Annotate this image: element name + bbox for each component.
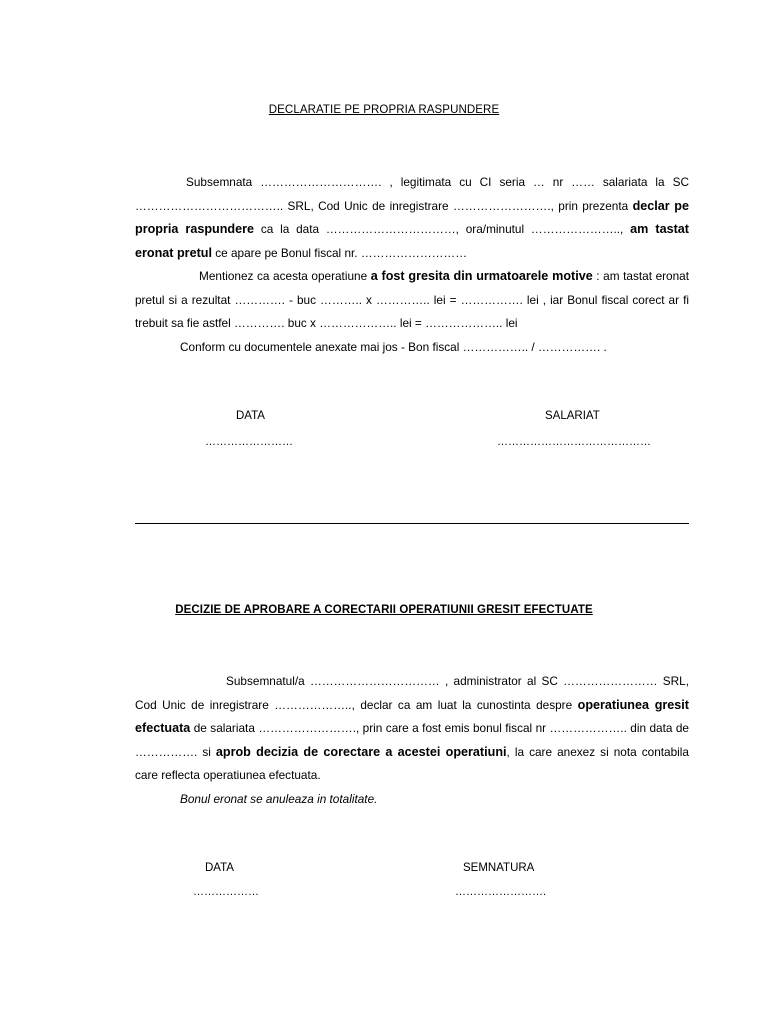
decision-paragraph-1: [135, 670, 689, 788]
text-segment: ce apare pe Bonul fiscal nr. ………………………: [211, 245, 468, 260]
bold-segment: declar pe propria raspundere: [135, 198, 689, 236]
bold-segment: operatiunea gresit efectuata: [135, 697, 689, 735]
decision-signature-label: SEMNATURA: [463, 862, 535, 874]
text-segment: de salariata ……………………., prin care a fost emis bonul fiscal nr ……………….. din data de ……………. si: [135, 721, 689, 759]
declaration-body: [135, 171, 689, 359]
declaration-date-label: DATA: [236, 410, 265, 422]
text-segment: Subsemnata …………………………. , legitimata cu CI seria … nr …… salariata la SC ……………………………….. SRL, Cod Unic de inregistrare ……………………., prin prezenta: [135, 175, 689, 213]
decision-note: Bonul eronat se anuleaza in totalitate.: [180, 791, 378, 806]
bold-segment: a fost gresita din urmatoarele motive: [370, 269, 593, 283]
declaration-paragraph-1: [135, 171, 689, 265]
decision-signature-line: …………………….: [455, 886, 547, 898]
declaration-paragraph-2: [135, 265, 689, 336]
decision-body: [135, 670, 689, 811]
text-segment: ca la data ……………………………, ora/minutul …………………..,: [254, 222, 631, 236]
declaration-title: DECLARATIE PE PROPRIA RASPUNDERE: [268, 104, 500, 116]
text-segment: , la care anexez si nota contabila care reflecta operatiunea efectuata.: [135, 744, 689, 782]
decision-title: DECIZIE DE APROBARE A CORECTARII OPERATIUNII GRESIT EFECTUATE: [175, 604, 593, 616]
text-segment: Subsemnatul/a …………………………… , administrator al SC …………………… SRL, Cod Unic de inregistrare ……………….., declar ca am luat la cunostinta despre: [135, 674, 689, 712]
text-segment: Mentionez ca acesta operatiune: [199, 269, 371, 283]
bold-segment: aprob decizia de corectare a acestei operatiuni: [215, 744, 507, 759]
decision-date-label: DATA: [205, 862, 234, 874]
text-segment: : am tastat eronat pretul si a rezultat …………. - buc ……….. x ………….. lei = ……………. lei , iar Bonul fiscal corect ar fi trebuit sa fie astfel …………. buc x ……………….. lei = ……………….. lei: [135, 269, 690, 330]
declaration-date-line: ……………………: [205, 436, 293, 448]
declaration-employee-label: SALARIAT: [545, 410, 600, 422]
declaration-paragraph-3: Conform cu documentele anexate mai jos - Bon fiscal …………….. / ……………. .: [180, 339, 607, 354]
section-divider: [135, 523, 689, 524]
decision-date-line: ………………: [193, 886, 259, 898]
bold-segment: am tastat eronat pretul: [135, 222, 689, 260]
declaration-employee-line: ……………………………………: [497, 436, 651, 448]
